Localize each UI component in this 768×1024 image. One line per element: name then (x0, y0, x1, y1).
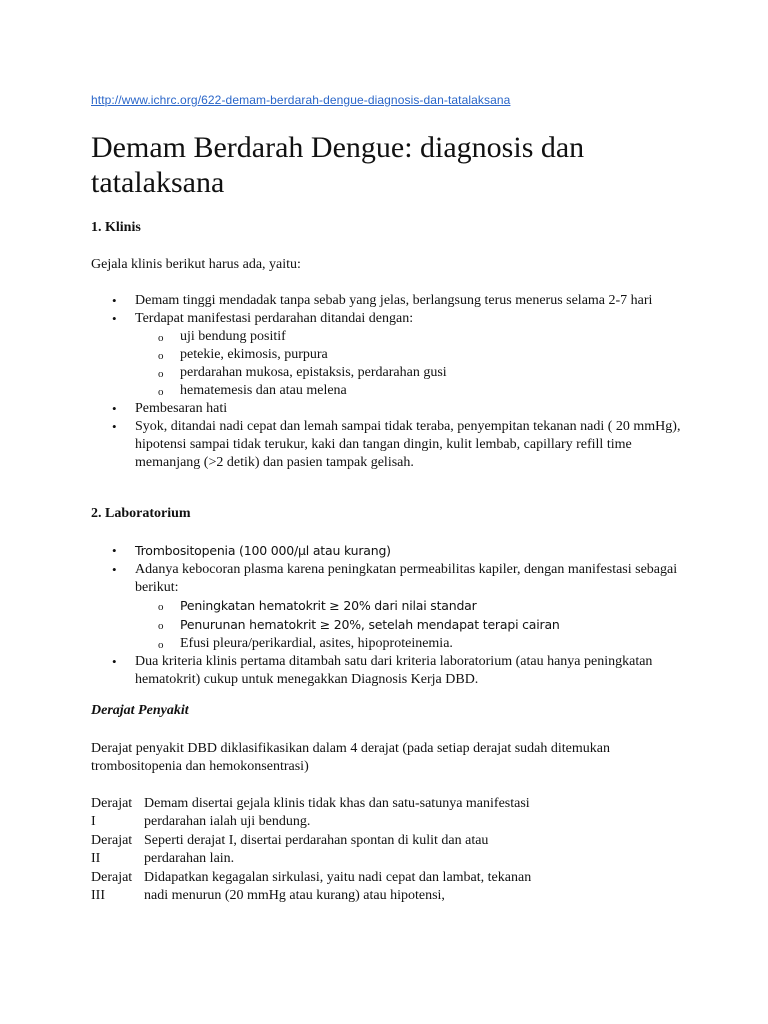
source-link[interactable]: http://www.ichrc.org/622-demam-berdarah-dengue-diagnosis-dan-tatalaksana (91, 93, 511, 107)
sub-bullet-icon: o (158, 601, 164, 613)
list-item: • Syok, ditandai nadi cepat dan lemah sampai tidak teraba, penyempitan tekanan nadi ( 20 mmHg), hipotensi sampai tidak terukur, kaki dan tangan dingin, kulit lembab, capillary refill time memanjang (>2 detik) dan pasien tampak gelisah. (112, 419, 681, 470)
sub-bullet-icon: o (158, 350, 164, 362)
bullet-icon: • (112, 543, 117, 558)
grade-label: Derajat II (91, 833, 133, 866)
laboratorium-list (91, 542, 681, 689)
sub-bullet-icon: o (158, 620, 164, 632)
table-row (91, 869, 541, 906)
grade-description: Seperti derajat I, disertai perdarahan spontan di kulit dan atau perdarahan lain. (144, 833, 489, 866)
klinis-list (91, 292, 681, 472)
grade-description: Didapatkan kegagalan sirkulasi, yaitu nadi cepat dan lambat, tekanan nadi menurun (20 mmHg atau kurang) atau hipotensi, (144, 870, 532, 903)
sub-bullet-icon: o (158, 639, 164, 651)
sub-bullet-icon: o (158, 368, 164, 380)
list-item: • Dua kriteria klinis pertama ditambah satu dari kriteria laboratorium (atau hanya peningkatan hematokrit) cukup untuk menegakkan Diagnosis Kerja DBD. (112, 654, 653, 687)
bullet-icon: • (112, 654, 117, 669)
section-heading-derajat: Derajat Penyakit (91, 703, 189, 718)
grade-description: Demam disertai gejala klinis tidak khas dan satu-satunya manifestasi perdarahan ialah uji bendung. (144, 796, 530, 829)
section-heading-laboratorium: 2. Laboratorium (91, 506, 191, 521)
bullet-icon: • (112, 293, 117, 308)
derajat-intro: Derajat penyakit DBD diklasifikasikan dalam 4 derajat (pada setiap derajat sudah ditemukan trombositopenia dan hemokonsentrasi) (91, 741, 610, 774)
bullet-icon: • (112, 401, 117, 416)
sub-list-item: o Penurunan hematokrit ≥ 20%, setelah mendapat terapi cairan (91, 616, 681, 635)
klinis-intro: Gejala klinis berikut harus ada, yaitu: (91, 257, 301, 272)
table-row (91, 832, 541, 869)
sub-bullet-icon: o (158, 332, 164, 344)
sub-list-item: o perdarahan mukosa, epistaksis, perdarahan gusi (91, 364, 681, 382)
sub-list-item: o Efusi pleura/perikardial, asites, hipoproteinemia. (91, 635, 681, 653)
bullet-icon: • (112, 311, 117, 326)
list-item: • Adanya kebocoran plasma karena peningkatan permeabilitas kapiler, dengan manifestasi sebagai berikut: (112, 562, 678, 595)
grade-label: Derajat I (91, 796, 133, 829)
list-item: • Terdapat manifestasi perdarahan ditandai dengan: (112, 311, 414, 326)
sub-list-item: o Peningkatan hematokrit ≥ 20% dari nilai standar (91, 597, 681, 616)
bullet-icon: • (112, 562, 117, 577)
table-row (91, 795, 541, 832)
section-heading-klinis: 1. Klinis (91, 220, 141, 235)
grade-table (91, 795, 541, 906)
list-item: • Trombositopenia (100 000/μl atau kurang) (112, 543, 391, 558)
list-item: • Pembesaran hati (112, 401, 228, 416)
sub-list-item: o uji bendung positif (91, 328, 681, 346)
bullet-icon: • (112, 419, 117, 434)
grade-label: Derajat III (91, 870, 133, 903)
sub-list-item: o hematemesis dan atau melena (91, 382, 681, 400)
list-item: • Demam tinggi mendadak tanpa sebab yang jelas, berlangsung terus menerus selama 2-7 hari (112, 293, 653, 308)
page-title: Demam Berdarah Dengue: diagnosis dan tatalaksana (91, 131, 585, 199)
sub-list-item: o petekie, ekimosis, purpura (91, 346, 681, 364)
sub-bullet-icon: o (158, 386, 164, 398)
